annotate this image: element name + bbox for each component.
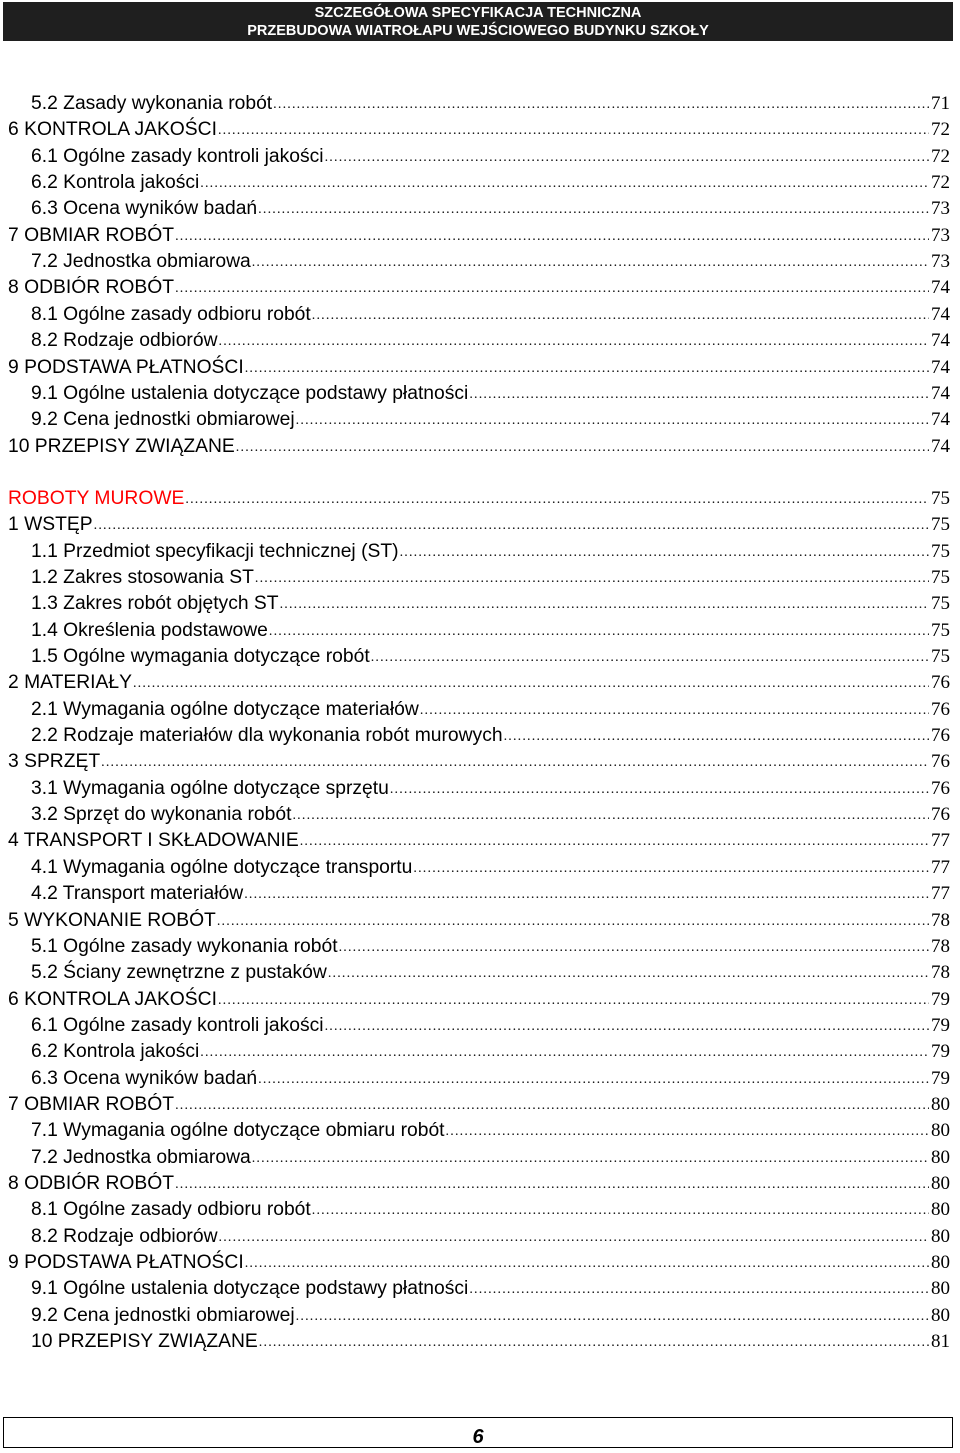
toc-entry[interactable] [31,300,950,326]
toc-entry[interactable] [31,89,950,115]
toc-entry-label: 5.1 Ogólne zasady wykonania robót [31,935,338,957]
toc-entry[interactable] [31,695,950,721]
toc-entry[interactable] [31,405,950,431]
toc-entry[interactable] [31,142,950,168]
toc-entry-label: 1.3 Zakres robót objętych ST [31,593,279,615]
toc-leader-dots [218,121,929,141]
toc-leader-dots [200,174,929,194]
toc-entry[interactable] [31,589,950,615]
toc-leader-dots [371,648,929,668]
toc-entry[interactable] [31,1116,950,1142]
toc-entry-label: 6.1 Ogólne zasady kontroli jakości [31,1014,324,1036]
toc-entry-label: 9.2 Cena jednostki obmiarowej [31,409,295,431]
toc-leader-dots [133,674,929,694]
toc-leader-dots [175,1175,929,1195]
toc-entry-label: 4.2 Transport materiałów [31,883,244,905]
toc-entry[interactable] [31,1327,950,1353]
toc-entry[interactable] [8,1169,950,1195]
toc-entry[interactable] [31,326,950,352]
toc-entry-label: 9.2 Cena jednostki obmiarowej [31,1304,295,1326]
toc-entry[interactable] [31,853,950,879]
toc-entry-page: 80 [931,1173,950,1194]
toc-leader-dots [413,859,929,879]
toc-entry-page: 80 [931,1199,950,1221]
toc-entry-page: 79 [931,988,950,1010]
toc-entry-label: 6.3 Ocena wyników badań [31,198,258,220]
toc-entry-label: 8.2 Rodzaje odbiorów [31,330,218,352]
toc-entry-page: 75 [931,514,950,536]
toc-entry[interactable] [8,353,950,379]
toc-leader-dots [300,832,929,852]
toc-leader-dots [252,1149,929,1169]
toc-leader-dots [469,385,929,405]
document-header [3,2,953,41]
toc-entry-page: 72 [931,145,950,167]
toc-entry-page: 75 [931,593,950,615]
toc-entry-page: 75 [931,540,950,562]
toc-entry[interactable] [8,432,950,458]
toc-entry-page: 78 [931,935,950,957]
toc-leader-dots [312,306,929,326]
toc-leader-dots [217,912,929,932]
toc-leader-dots [245,359,929,379]
toc-leader-dots [245,1254,929,1274]
toc-entry-page: 76 [931,751,950,773]
toc-entry-page: 79 [931,1067,950,1089]
toc-leader-dots [273,95,929,115]
toc-entry-label: 7.1 Wymagania ogólne dotyczące obmiaru robót [31,1120,445,1142]
toc-entry-label: 9.1 Ogólne ustalenia dotyczące podstawy płatności [31,382,469,404]
toc-entry-label: 3 SPRZĘT [8,751,101,773]
toc-entry[interactable] [31,616,950,642]
toc-entry-page: 76 [931,777,950,799]
toc-entry-page: 74 [931,435,950,457]
toc-entry-label: 8.2 Rodzaje odbiorów [31,1225,218,1247]
toc-entry[interactable] [31,1143,950,1169]
toc-leader-dots [218,991,929,1011]
toc-entry-page: 77 [931,883,950,905]
toc-leader-dots [325,1017,929,1037]
toc-entry-label: 8 ODBIÓR ROBÓT [8,277,175,299]
toc-entry-page: 76 [931,804,950,826]
toc-entry[interactable] [8,826,950,852]
toc-entry[interactable] [8,115,950,141]
toc-leader-dots [94,516,929,536]
toc-entry-page: 77 [931,830,950,852]
toc-entry-page: 74 [931,356,950,378]
toc-leader-dots [325,148,929,168]
toc-entry-label: 7.2 Jednostka obmiarowa [31,1146,251,1168]
toc-entry[interactable] [31,537,950,563]
toc-entry-page: 76 [931,672,950,694]
toc-entry-label: 8 ODBIÓR ROBÓT [8,1173,175,1194]
toc-leader-dots [259,1333,929,1353]
toc-leader-dots [469,1280,929,1300]
toc-entry-label: 7.2 Jednostka obmiarowa [31,251,251,273]
toc-entry[interactable] [31,958,950,984]
toc-leader-dots [328,964,929,984]
toc-entry-page: 72 [931,172,950,194]
toc-entry[interactable] [31,1037,950,1063]
toc-entry-page: 80 [931,1225,950,1247]
toc-entry[interactable] [31,721,950,747]
toc-leader-dots [219,1228,929,1248]
toc-entry[interactable] [31,879,950,905]
toc-entry[interactable] [31,774,950,800]
page-number: 6 [472,1426,484,1448]
toc-entry-label: 7 OBMIAR ROBÓT [8,1093,175,1115]
toc-entry-label: 3.1 Wymagania ogólne dotyczące sprzętu [31,777,389,799]
toc-entry[interactable] [8,747,950,773]
toc-entry[interactable] [31,1274,950,1300]
toc-entry-page: 80 [931,1093,950,1115]
toc-leader-dots [446,1122,929,1142]
toc-leader-dots [269,622,929,642]
toc-entry-label: 3.2 Sprzęt do wykonania robót [31,804,292,826]
toc-entry-page: 80 [931,1304,950,1326]
toc-entry-label: 6.2 Kontrola jakości [31,172,200,194]
toc-entry-page: 75 [931,646,950,667]
toc-entry-page: 78 [931,909,950,931]
toc-entry[interactable] [31,168,950,194]
toc-leader-dots [101,753,929,773]
toc-entry-page: 80 [931,1252,950,1274]
toc-leader-dots [292,806,929,826]
toc-entry-label: 6.3 Ocena wyników badań [31,1067,258,1089]
toc-entry[interactable] [31,932,950,958]
toc-entry[interactable] [8,273,950,299]
toc-leader-dots [390,780,929,800]
toc-entry-label: 5.2 Zasady wykonania robót [31,93,273,114]
toc-entry-page: 73 [931,224,950,246]
toc-entry-page: 81 [931,1331,950,1353]
toc-entry-label: 1.5 Ogólne wymagania dotyczące robót [31,646,370,667]
toc-entry-label: 2.1 Wymagania ogólne dotyczące materiałów [31,698,419,720]
toc-entry-label: 9 PODSTAWA PŁATNOŚCI [8,356,244,378]
toc-entry[interactable] [31,194,950,220]
toc-entry-page: 73 [931,251,950,273]
toc-entry-label: 1 WSTĘP [8,514,93,536]
toc-entry-label: 5.2 Ściany zewnętrzne z pustaków [31,962,327,984]
header-subtitle: PRZEBUDOWA WIATROŁAPU WEJŚCIOWEGO BUDYNKU SZKOŁY [247,23,709,39]
toc-entry-label: 10 PRZEPISY ZWIĄZANE [8,435,235,457]
header-title: SZCZEGÓŁOWA SPECYFIKACJA TECHNICZNA [314,5,642,21]
toc-leader-dots [296,411,929,431]
toc-entry-page: 74 [931,409,950,431]
toc-entry-page: 71 [931,93,950,114]
toc-leader-dots [504,727,929,747]
toc-leader-dots [400,543,929,563]
toc-entry-label: 6 KONTROLA JAKOŚCI [8,119,217,141]
toc-entry-label: 8.1 Ogólne zasady odbioru robót [31,1199,311,1221]
toc-entry-page: 75 [931,619,950,641]
toc-entry-label: 6 KONTROLA JAKOŚCI [8,988,217,1010]
toc-entry-page: 73 [931,198,950,220]
toc-entry-label: 9.1 Ogólne ustalenia dotyczące podstawy płatności [31,1278,469,1300]
toc-leader-dots [296,1307,929,1327]
toc-leader-dots [200,1043,929,1063]
toc-leader-dots [175,1096,929,1116]
toc-leader-dots [255,569,929,589]
toc-entry-page: 80 [931,1278,950,1300]
toc-leader-dots [244,885,929,905]
toc-entry-label: 2 MATERIAŁY [8,672,132,694]
toc-entry-page: 75 [931,487,950,509]
toc-entry-page: 74 [931,330,950,352]
toc-entry[interactable] [8,510,950,536]
toc-entry-page: 80 [931,1146,950,1168]
toc-entry[interactable] [31,1301,950,1327]
toc-leader-dots [339,938,929,958]
toc-entry-label: 7 OBMIAR ROBÓT [8,224,175,246]
toc-leader-dots [252,253,929,273]
toc-entry-page: 76 [931,698,950,720]
toc-entry[interactable] [8,484,950,510]
toc-entry[interactable] [8,1090,950,1116]
toc-entry-label: 1.2 Zakres stosowania ST [31,566,254,588]
toc-entry-page: 75 [931,566,950,588]
toc-entry-page: 78 [931,962,950,984]
toc-leader-dots [258,1070,929,1090]
toc-leader-dots [312,1201,929,1221]
toc-entry-page: 80 [931,1120,950,1142]
toc-leader-dots [236,438,929,458]
toc-entry-label: 8.1 Ogólne zasady odbioru robót [31,303,311,325]
toc-entry-label: 6.2 Kontrola jakości [31,1041,200,1063]
toc-leader-dots [185,490,929,510]
toc-entry[interactable] [8,221,950,247]
toc-entry-label: 4 TRANSPORT I SKŁADOWANIE [8,830,299,852]
toc-entry[interactable] [31,1222,950,1248]
toc-entry-page: 74 [931,277,950,299]
toc-entry-label: 4.1 Wymagania ogólne dotyczące transportu [31,856,413,878]
toc-entry[interactable] [31,1195,950,1221]
toc-entry[interactable] [31,379,950,405]
toc-entry-page: 79 [931,1014,950,1036]
toc-leader-dots [280,595,929,615]
toc-leader-dots [420,701,929,721]
toc-entry[interactable] [8,668,950,694]
toc-entry-label: 5 WYKONANIE ROBÓT [8,909,216,931]
toc-entry[interactable] [31,1011,950,1037]
toc-entry-page: 72 [931,119,950,141]
toc-entry[interactable] [31,800,950,826]
toc-entry[interactable] [31,642,950,668]
toc-entry-label: 6.1 Ogólne zasady kontroli jakości [31,145,324,167]
toc-leader-dots [175,279,929,299]
toc-entry-page: 74 [931,303,950,325]
toc-entry[interactable] [31,1064,950,1090]
toc-entry-page: 76 [931,725,950,747]
toc-entry-page: 77 [931,856,950,878]
toc-entry-page: 79 [931,1041,950,1063]
toc-entry[interactable] [8,1248,950,1274]
toc-entry-label: 1.4 Określenia podstawowe [31,619,268,641]
toc-entry-page: 74 [931,382,950,404]
toc-entry-label: 2.2 Rodzaje materiałów dla wykonania robót murowych [31,725,503,747]
toc-leader-dots [219,332,929,352]
page-footer [3,1417,953,1448]
toc-leader-dots [175,227,929,247]
toc-entry[interactable] [31,563,950,589]
toc-entry-label: ROBOTY MUROWE [8,487,185,509]
toc-entry-label: 9 PODSTAWA PŁATNOŚCI [8,1252,244,1274]
toc-entry[interactable] [8,906,950,932]
toc-entry-label: 1.1 Przedmiot specyfikacji technicznej (ST) [31,540,399,562]
toc-entry[interactable] [8,985,950,1011]
toc-entry[interactable] [31,247,950,273]
toc-leader-dots [258,200,929,220]
toc-entry-label: 10 PRZEPISY ZWIĄZANE [31,1331,258,1353]
